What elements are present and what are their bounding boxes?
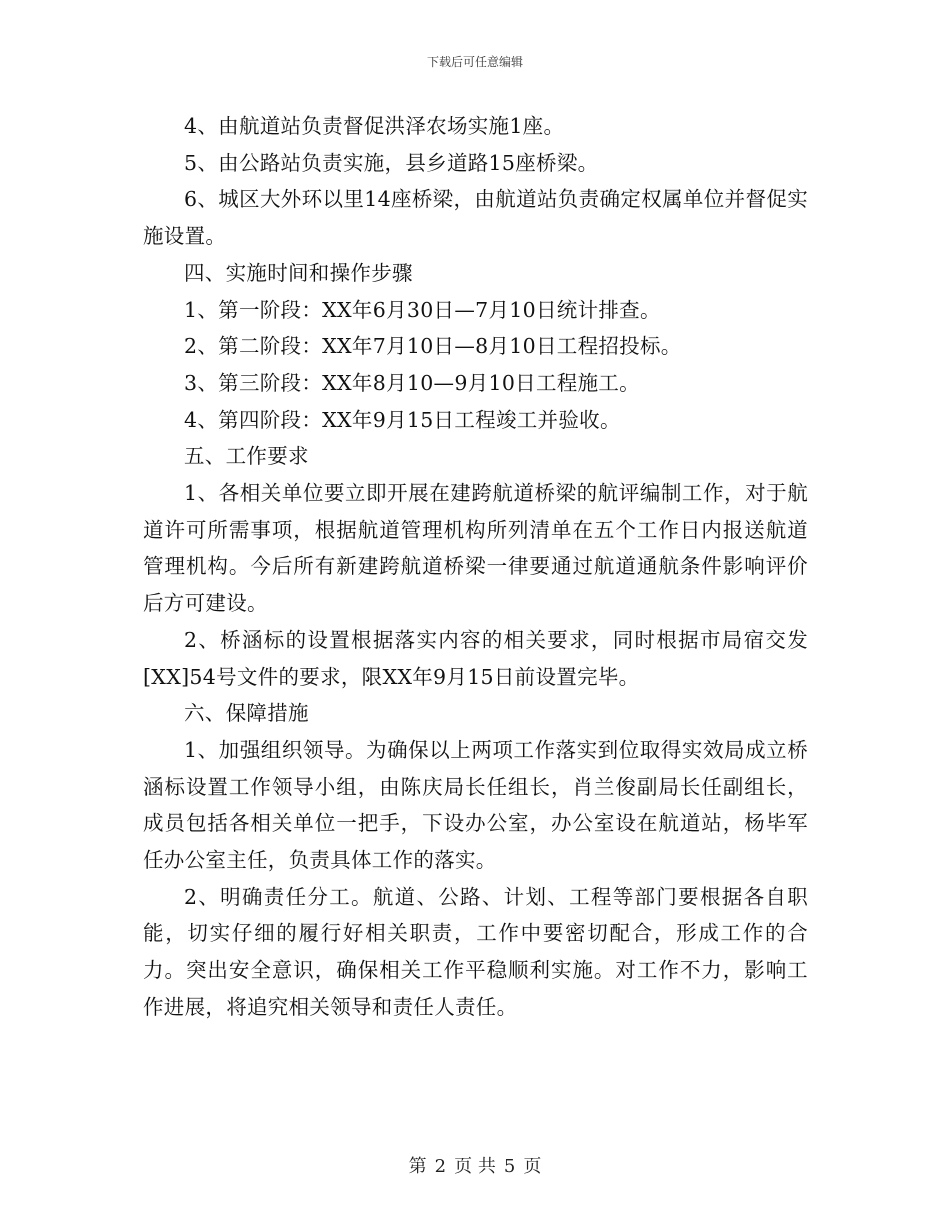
document-body	[143, 108, 808, 1026]
paragraph: 6、城区大外环以里14座桥梁，由航道站负责确定权属单位并督促实施设置。	[143, 187, 808, 249]
page-footer	[0, 1152, 950, 1178]
paragraph: 1、各相关单位要立即开展在建跨航道桥梁的航评编制工作，对于航道许可所需事项，根据航道管理机构所列清单在五个工作日内报送航道管理机构。今后所有新建跨航道桥梁一律要通过航道通航条件影响评价后方可建设。	[143, 481, 808, 616]
footer-suffix: 页	[523, 1156, 542, 1177]
paragraph: 2、明确责任分工。航道、公路、计划、工程等部门要根据各自职能，切实仔细的履行好相关职责，工作中要密切配合，形成工作的合力。突出安全意识，确保相关工作平稳顺利实施。对工作不力，影响工作进展，将追究相关领导和责任人责任。	[143, 884, 808, 1019]
paragraph: 3、第三阶段：XX年8月10—9月10日工程施工。	[184, 370, 640, 395]
current-page-number: 2	[434, 1156, 447, 1177]
footer-middle: 页 共	[454, 1156, 496, 1177]
paragraph: 2、第二阶段：XX年7月10日—8月10日工程招投标。	[184, 334, 682, 359]
section-heading: 六、保障措施	[184, 701, 309, 726]
paragraph: 4、由航道站负责督促洪泽农场实施1座。	[184, 114, 565, 138]
paragraph: 5、由公路站负责实施，县乡道路15座桥梁。	[184, 150, 599, 175]
page-header-note: 下载后可任意编辑	[426, 55, 523, 69]
section-heading: 五、工作要求	[184, 444, 309, 469]
paragraph: 2、桥涵标的设置根据落实内容的相关要求，同时根据市局宿交发[XX]54号文件的要求，限XX年9月15日前设置完毕。	[143, 627, 808, 689]
paragraph: 1、第一阶段：XX年6月30日—7月10日统计排查。	[184, 297, 661, 322]
section-heading: 四、实施时间和操作步骤	[184, 260, 413, 285]
paragraph: 1、加强组织领导。为确保以上两项工作落实到位取得实效局成立桥涵标设置工作领导小组，由陈庆局长任组长，肖兰俊副局长任副组长，成员包括各相关单位一把手，下设办公室，办公室设在航道站，杨毕军任办公室主任，负责具体工作的落实。	[143, 737, 808, 873]
footer-prefix: 第	[408, 1156, 427, 1177]
paragraph: 4、第四阶段：XX年9月15日工程竣工并验收。	[184, 407, 621, 432]
total-pages-number: 5	[503, 1156, 516, 1177]
